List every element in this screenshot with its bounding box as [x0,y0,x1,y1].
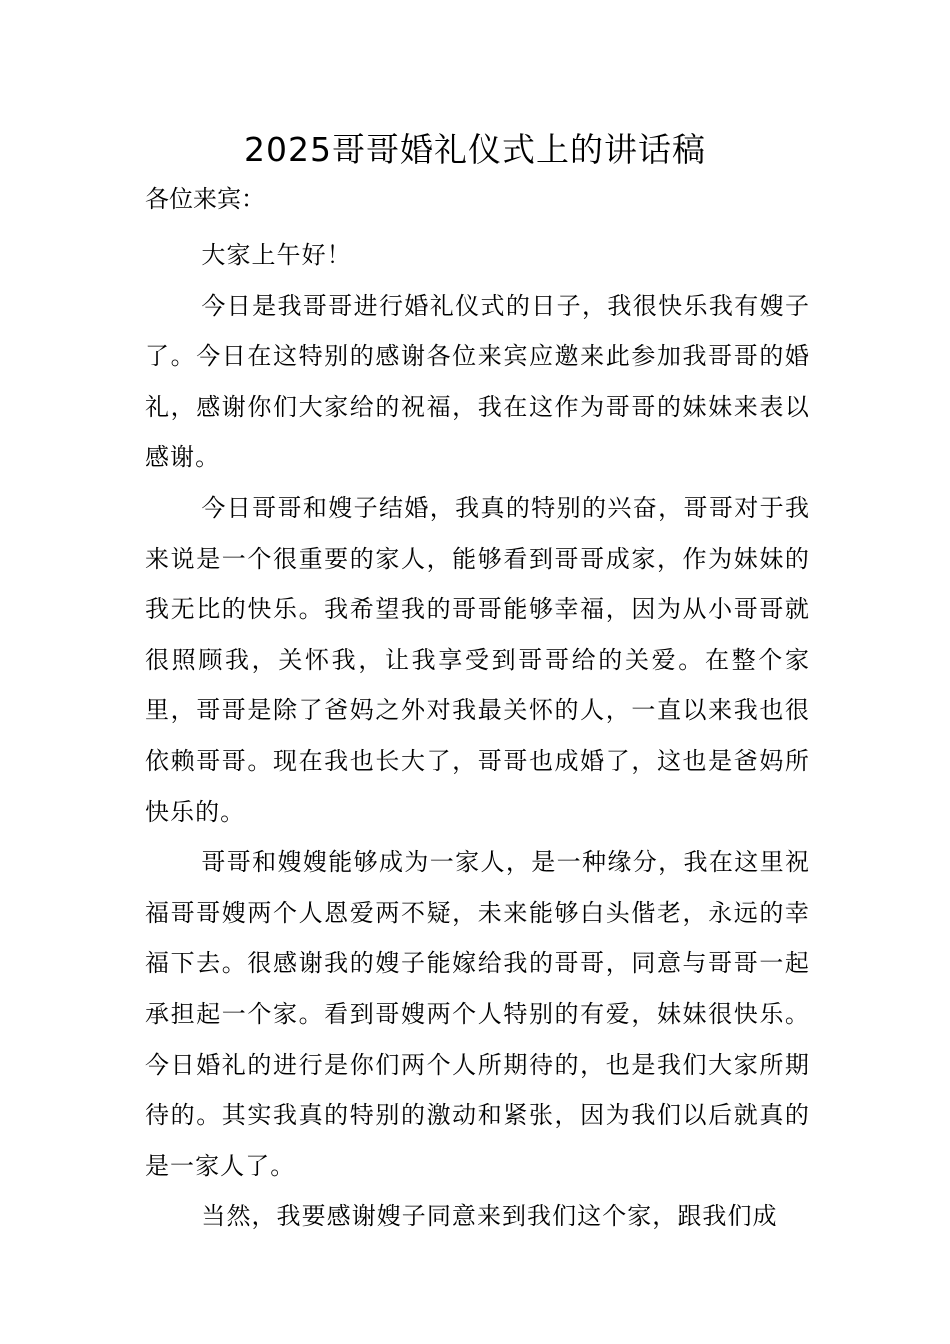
document-title: 2025哥哥婚礼仪式上的讲话稿 [244,130,706,169]
document-body [145,230,810,1242]
paragraph: 今日哥哥和嫂子结婚，我真的特别的兴奋，哥哥对于我来说是一个很重要的家人，能够看到哥哥成家，作为妹妹的我无比的快乐。我希望我的哥哥能够幸福，因为从小哥哥就很照顾我，关怀我，让我享受到哥哥给的关爱。在整个家里，哥哥是除了爸妈之外对我最关怀的人，一直以来我也很依赖哥哥。现在我也长大了，哥哥也成婚了，这也是爸妈所快乐的。 [145,493,810,826]
paragraph: 哥哥和嫂嫂能够成为一家人，是一种缘分，我在这里祝福哥哥嫂两个人恩爱两不疑，未来能够白头偕老，永远的幸福下去。很感谢我的嫂子能嫁给我的哥哥，同意与哥哥一起承担起一个家。看到哥嫂两个人特别的有爱，妹妹很快乐。今日婚礼的进行是你们两个人所期待的，也是我们大家所期待的。其实我真的特别的激动和紧张，因为我们以后就真的是一家人了。 [145,848,810,1180]
paragraph-greeting: 大家上午好！ [201,241,352,269]
paragraph: 当然，我要感谢嫂子同意来到我们这个家，跟我们成 [201,1202,778,1231]
salutation: 各位来宾： [145,185,265,213]
paragraph: 今日是我哥哥进行婚礼仪式的日子，我很快乐我有嫂子了。今日在这特别的感谢各位来宾应邀来此参加我哥哥的婚礼，感谢你们大家给的祝福，我在这作为哥哥的妹妹来表以感谢。 [145,291,810,472]
